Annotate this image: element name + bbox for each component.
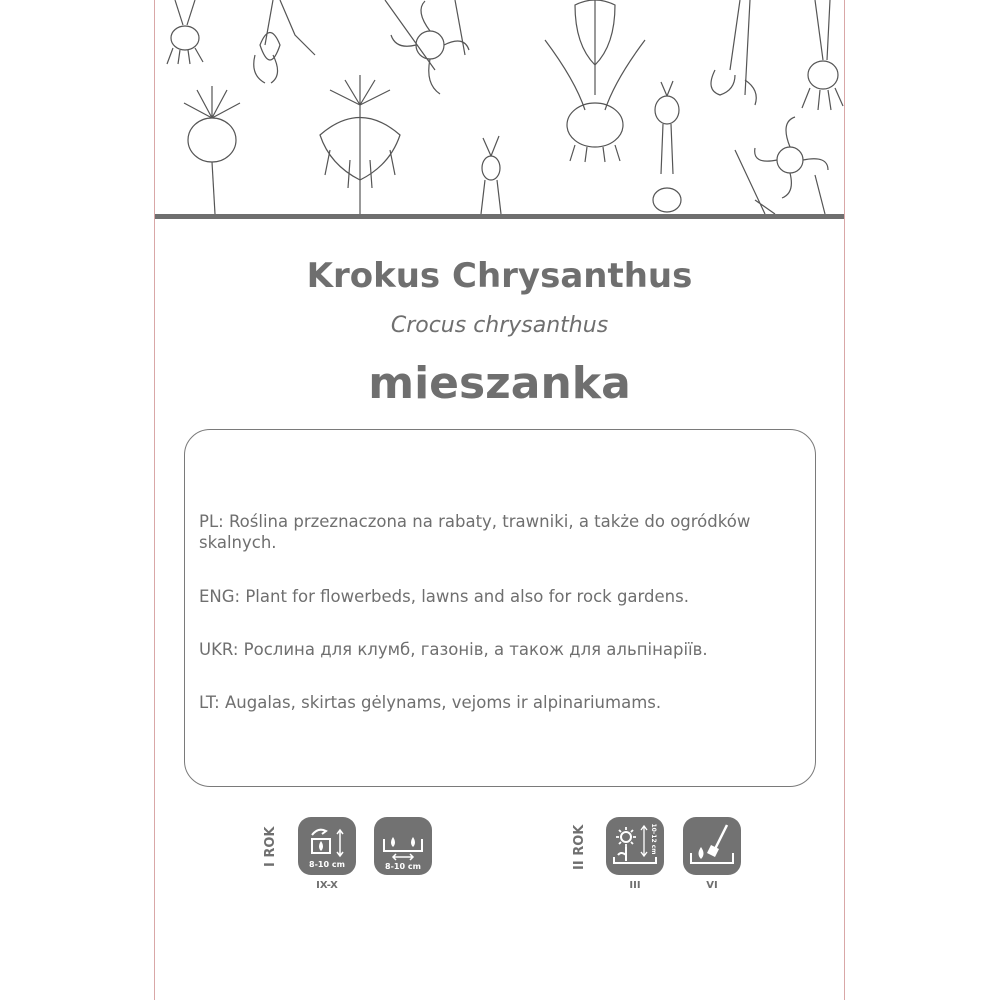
bulb-drawing (167, 0, 203, 64)
care-icons-row (155, 812, 844, 912)
variety-name: mieszanka (368, 358, 631, 409)
latin-name: Crocus chrysanthus (390, 313, 609, 338)
crocus-drawing (254, 0, 315, 83)
description-eng: ENG: Plant for flowerbeds, lawns and also for rock gardens. (199, 587, 689, 606)
onion-bulb-drawing (802, 0, 843, 110)
iris-drawing (711, 0, 756, 105)
onion-drawing (653, 81, 681, 212)
daffodil-drawing (735, 117, 828, 214)
year2-label: II ROK (572, 824, 587, 870)
digging-bulbs-icon (683, 817, 741, 875)
allium-drawing (184, 86, 240, 214)
description-box (184, 429, 816, 787)
planting-month: IX-X (316, 880, 338, 891)
planting-depth-icon (298, 817, 356, 875)
planting-spacing-icon (374, 817, 432, 875)
product-name: Krokus Chrysanthus (306, 256, 693, 296)
fritillaria-drawing (320, 75, 400, 214)
label-card (154, 0, 845, 1000)
planting-depth-value: 8-10 cm (309, 860, 345, 869)
flowering-month: III (629, 880, 641, 891)
planting-spacing-value: 8-10 cm (385, 862, 421, 871)
description-lt: LT: Augalas, skirtas gėlynams, vejoms ir alpinariumams. (199, 693, 662, 712)
flowering-height-value: 10-12 cm (650, 823, 657, 855)
digging-month: VI (706, 880, 718, 891)
botanical-illustration (155, 0, 844, 216)
narcissus-drawing (385, 0, 469, 94)
header-divider (155, 214, 844, 219)
hyacinth-drawing (545, 0, 645, 162)
small-bulb-drawing (481, 136, 501, 214)
description-ukr: UKR: Рослина для клумб, газонів, а також для альпінаріїв. (199, 640, 708, 659)
flowering-height-icon (606, 817, 664, 875)
year1-label: I ROK (263, 826, 278, 867)
description-pl: PL: Roślina przeznaczona na rabaty, trawniki, a także do ogródków skalnych. (199, 512, 751, 552)
